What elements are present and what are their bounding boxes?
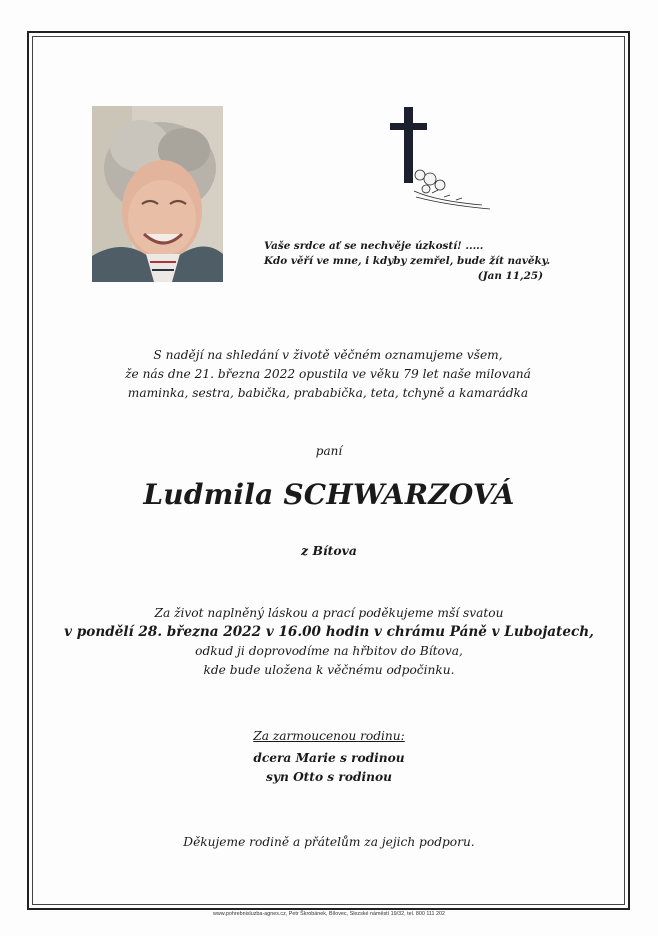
cross-icon xyxy=(386,105,496,215)
ceremony-line-3: odkud ji doprovodíme na hřbitov do Bítova, xyxy=(195,644,463,658)
bible-verse xyxy=(264,239,564,284)
verse-line-1: Vaše srdce ať se nechvěje úzkostí! ..... xyxy=(264,240,484,252)
announcement xyxy=(60,346,596,403)
portrait-photo xyxy=(92,106,223,282)
ceremony-details xyxy=(40,604,618,680)
family-signature xyxy=(0,727,658,787)
ceremony-line-2: v pondělí 28. března 2022 v 16.00 hodin v chrámu Páně v Lubojatech, xyxy=(64,624,594,640)
family-member: syn Otto s rodinou xyxy=(266,770,392,784)
ceremony-line-4: kde bude uložena k věčnému odpočinku. xyxy=(203,663,455,677)
verse-reference: (Jan 11,25) xyxy=(477,270,543,282)
deceased-origin: z Bítova xyxy=(301,543,357,558)
family-member: dcera Marie s rodinou xyxy=(253,751,405,765)
thanks-note: Děkujeme rodině a přátelům za jejich podporu. xyxy=(183,835,475,849)
announcement-line-3: maminka, sestra, babička, prababička, teta, tchyně a kamarádka xyxy=(127,386,529,400)
announcement-line-2: že nás dne 21. března 2022 opustila ve věku 79 let naše milovaná xyxy=(125,367,531,381)
verse-line-2: Kdo věří ve mne, i kdyby zemřel, bude žít navěky. xyxy=(264,255,551,267)
flowers-icon xyxy=(414,170,490,209)
family-heading: Za zarmoucenou rodinu: xyxy=(253,729,405,743)
title-word: paní xyxy=(315,444,343,458)
deceased-name: Ludmila SCHWARZOVÁ xyxy=(143,478,515,511)
announcement-line-1: S nadějí na shledání v životě věčném oznamujeme všem, xyxy=(153,348,503,362)
funeral-service-footer: www.pohrebnisluzba-agnes.cz, Petr Škrobánek, Bílovec, Slezské náměstí 19/32, tel. 800 111 202 xyxy=(212,911,446,917)
ceremony-line-1: Za život naplněný láskou a prací poděkujeme mší svatou xyxy=(154,606,504,620)
